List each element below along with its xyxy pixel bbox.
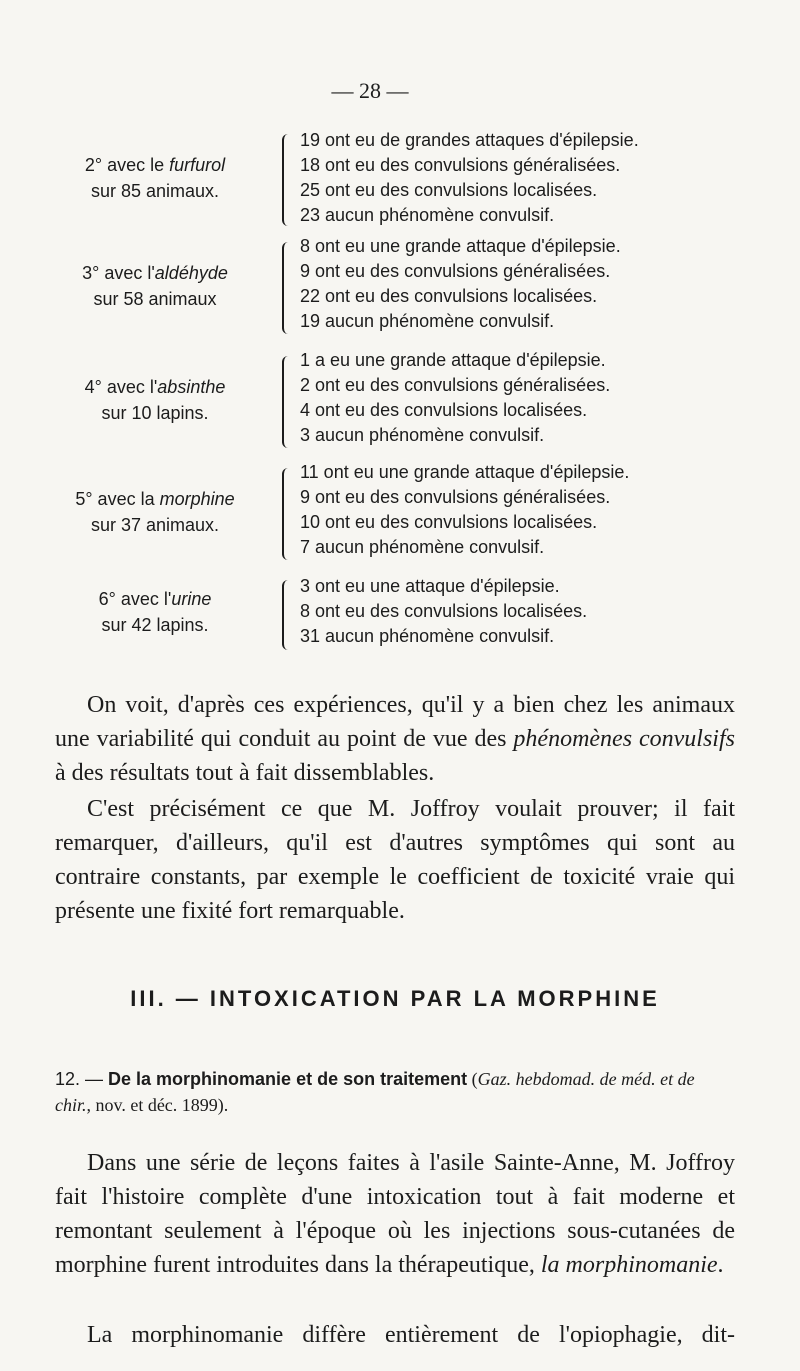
brace (282, 356, 294, 448)
substance-name: furfurol (169, 155, 226, 175)
experiment-group-urine (40, 574, 740, 654)
group-label: 4° avec l'absinthe sur 10 lapins. (84, 377, 226, 423)
result-line: 8 ont eu des convulsions localisées. (300, 601, 588, 621)
results-list (300, 128, 639, 228)
section-heading: III. — INTOXICATION PAR LA MORPHINE (130, 986, 660, 1011)
results-list (300, 234, 621, 334)
substance-name: urine (171, 589, 212, 609)
result-line: 19 ont eu de grandes attaques d'épilepsie. (300, 130, 639, 150)
experiment-group-furfurol (40, 128, 740, 232)
experiment-group-morphine (40, 460, 740, 564)
brace (282, 242, 294, 334)
brace (282, 468, 294, 560)
group-label: 5° avec la morphine sur 37 animaux. (75, 489, 235, 535)
result-line: 31 aucun phénomène convulsif. (300, 626, 555, 646)
result-line: 3 aucun phénomène convulsif. (300, 425, 545, 445)
result-line: 9 ont eu des convulsions généralisées. (300, 261, 611, 281)
reference-title: De la morphinomanie et de son traitement (108, 1069, 468, 1089)
group-label: 2° avec le furfurol sur 85 animaux. (84, 155, 226, 201)
substance-name: aldéhyde (154, 263, 228, 283)
results-list (300, 348, 610, 448)
result-line: 3 ont eu une attaque d'épilepsie. (300, 576, 560, 596)
result-line: 8 ont eu une grande attaque d'épilepsie. (300, 236, 621, 256)
result-line: 18 ont eu des convulsions généralisées. (300, 155, 621, 175)
experiment-group-aldehyde (40, 234, 740, 338)
paragraph-lectures: Dans une série de leçons faites à l'asile Sainte-Anne, M. Joffroy fait l'histoire complète d'une intoxication tout à fait moderne et remontant seulement à l'époque où les injections sous-cutanées de morphine furent introduites dans la thérapeutique, la morphinomanie. (55, 1150, 735, 1278)
reference-entry: 12. — De la morphinomanie et de son traitement (Gaz. hebdomad. de méd. et de chir., nov. et déc. 1899). (55, 1069, 695, 1115)
result-line: 1 a eu une grande attaque d'épilepsie. (300, 350, 606, 370)
results-list (300, 460, 629, 560)
result-line: 19 aucun phénomène convulsif. (300, 311, 555, 331)
paragraph-joffroy: C'est précisément ce que M. Joffroy voulait prouver; il fait remarquer, d'ailleurs, qu'il est d'autres symptômes qui sont au contraire constants, par exemple le coefficient de toxicité vraie qui présente une fixité fort remarquable. (55, 796, 735, 924)
paragraph-variability: On voit, d'après ces expériences, qu'il y a bien chez les animaux une variabilité qui conduit au point de vue des phénomènes convulsifs à des résultats tout à fait dissemblables. (55, 692, 735, 786)
result-line: 10 ont eu des convulsions localisées. (300, 512, 598, 532)
results-list (300, 574, 587, 649)
result-line: 22 ont eu des convulsions localisées. (300, 286, 598, 306)
experiment-group-absinthe (40, 348, 740, 452)
page-number: — 28 — (331, 78, 409, 103)
brace (282, 580, 294, 650)
result-line: 2 ont eu des convulsions généralisées. (300, 375, 611, 395)
reference-number: 12. — (55, 1069, 109, 1089)
substance-name: morphine (159, 489, 235, 509)
journal-name: Gaz. hebdomad. de méd. et de chir. (55, 1069, 695, 1115)
group-label: 3° avec l'aldéhyde sur 58 animaux (82, 263, 228, 309)
result-line: 7 aucun phénomène convulsif. (300, 537, 545, 557)
emphasis: phénomènes convulsifs (513, 726, 735, 752)
emphasis: la morphinomanie (540, 1252, 718, 1278)
result-line: 4 ont eu des convulsions localisées. (300, 400, 588, 420)
result-line: 9 ont eu des convulsions généralisées. (300, 487, 611, 507)
substance-name: absinthe (157, 377, 226, 397)
group-label: 6° avec l'urine sur 42 lapins. (98, 589, 212, 635)
brace (282, 134, 294, 226)
paragraph-opiophagie: La morphinomanie diffère entièrement de l'opiophagie, dit- (87, 1322, 735, 1348)
result-line: 11 ont eu une grande attaque d'épilepsie. (300, 462, 630, 482)
result-line: 25 ont eu des convulsions localisées. (300, 180, 598, 200)
result-line: 23 aucun phénomène convulsif. (300, 205, 555, 225)
